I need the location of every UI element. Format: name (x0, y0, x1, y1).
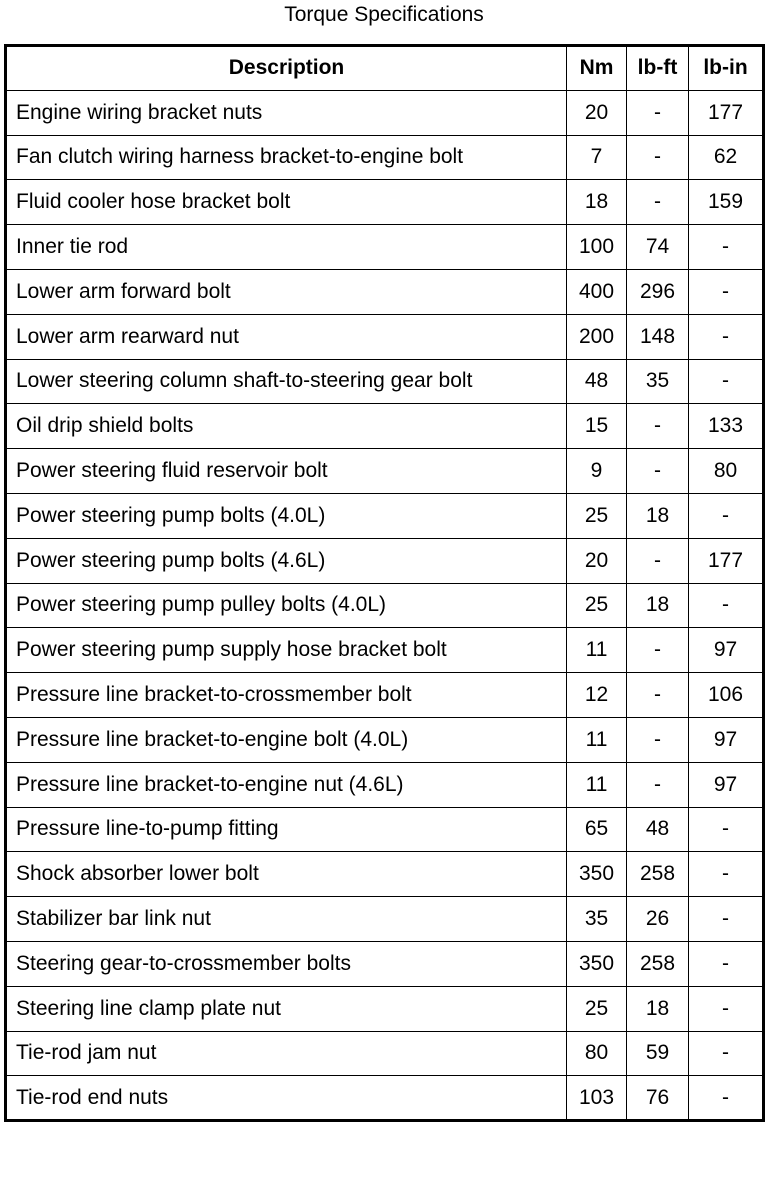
cell-nm: 100 (567, 225, 627, 270)
cell-lbft: 59 (627, 1031, 689, 1076)
cell-description: Stabilizer bar link nut (6, 897, 567, 942)
cell-description: Lower steering column shaft-to-steering gear bolt (6, 359, 567, 404)
cell-lbin: 106 (689, 673, 764, 718)
cell-lbft: - (627, 90, 689, 135)
header-nm: Nm (567, 46, 627, 91)
table-row (6, 90, 764, 135)
cell-nm: 400 (567, 269, 627, 314)
table-row (6, 1076, 764, 1121)
table-header-row (6, 46, 764, 91)
cell-description: Fluid cooler hose bracket bolt (6, 180, 567, 225)
cell-lbft: 35 (627, 359, 689, 404)
cell-lbft: - (627, 762, 689, 807)
cell-nm: 11 (567, 762, 627, 807)
cell-lbft: 74 (627, 225, 689, 270)
cell-nm: 12 (567, 673, 627, 718)
cell-nm: 18 (567, 180, 627, 225)
cell-description: Lower arm rearward nut (6, 314, 567, 359)
cell-lbin: 62 (689, 135, 764, 180)
cell-lbft: - (627, 538, 689, 583)
cell-nm: 200 (567, 314, 627, 359)
cell-lbin: - (689, 897, 764, 942)
cell-description: Engine wiring bracket nuts (6, 90, 567, 135)
table-row (6, 852, 764, 897)
table-row (6, 941, 764, 986)
table-row (6, 762, 764, 807)
table-row (6, 135, 764, 180)
table-row (6, 807, 764, 852)
table-row (6, 986, 764, 1031)
cell-nm: 11 (567, 628, 627, 673)
cell-description: Tie-rod end nuts (6, 1076, 567, 1121)
table-row (6, 538, 764, 583)
cell-lbft: 26 (627, 897, 689, 942)
cell-lbin: - (689, 1031, 764, 1076)
cell-lbin: - (689, 359, 764, 404)
cell-lbft: 48 (627, 807, 689, 852)
cell-nm: 35 (567, 897, 627, 942)
cell-description: Oil drip shield bolts (6, 404, 567, 449)
header-lbin: lb-in (689, 46, 764, 91)
cell-lbft: - (627, 449, 689, 494)
cell-lbin: - (689, 807, 764, 852)
cell-nm: 7 (567, 135, 627, 180)
cell-lbft: - (627, 673, 689, 718)
cell-nm: 80 (567, 1031, 627, 1076)
cell-lbin: 133 (689, 404, 764, 449)
cell-lbft: 18 (627, 986, 689, 1031)
cell-lbin: - (689, 986, 764, 1031)
cell-description: Power steering pump bolts (4.0L) (6, 493, 567, 538)
torque-spec-table (4, 44, 765, 1122)
cell-lbft: 296 (627, 269, 689, 314)
cell-description: Power steering pump pulley bolts (4.0L) (6, 583, 567, 628)
cell-lbin: - (689, 269, 764, 314)
cell-lbft: - (627, 180, 689, 225)
header-description: Description (6, 46, 567, 91)
cell-lbin: - (689, 314, 764, 359)
cell-lbin: - (689, 941, 764, 986)
cell-nm: 20 (567, 90, 627, 135)
cell-description: Shock absorber lower bolt (6, 852, 567, 897)
cell-nm: 103 (567, 1076, 627, 1121)
cell-description: Tie-rod jam nut (6, 1031, 567, 1076)
table-row (6, 225, 764, 270)
cell-nm: 11 (567, 717, 627, 762)
table-row (6, 314, 764, 359)
page-title: Torque Specifications (284, 3, 484, 26)
cell-lbft: - (627, 717, 689, 762)
cell-nm: 25 (567, 583, 627, 628)
table-row (6, 269, 764, 314)
cell-description: Pressure line bracket-to-crossmember bolt (6, 673, 567, 718)
table-row (6, 493, 764, 538)
cell-nm: 65 (567, 807, 627, 852)
cell-lbin: - (689, 1076, 764, 1121)
table-row (6, 1031, 764, 1076)
cell-nm: 25 (567, 986, 627, 1031)
cell-nm: 15 (567, 404, 627, 449)
cell-lbft: 258 (627, 852, 689, 897)
cell-nm: 350 (567, 941, 627, 986)
cell-description: Pressure line bracket-to-engine nut (4.6L) (6, 762, 567, 807)
cell-lbin: 97 (689, 628, 764, 673)
table-row (6, 359, 764, 404)
cell-description: Lower arm forward bolt (6, 269, 567, 314)
cell-description: Power steering fluid reservoir bolt (6, 449, 567, 494)
cell-lbin: - (689, 583, 764, 628)
table-row (6, 404, 764, 449)
table-row (6, 449, 764, 494)
header-lbft: lb-ft (627, 46, 689, 91)
cell-description: Inner tie rod (6, 225, 567, 270)
cell-lbft: - (627, 404, 689, 449)
cell-lbft: - (627, 628, 689, 673)
cell-description: Power steering pump bolts (4.6L) (6, 538, 567, 583)
cell-lbin: 159 (689, 180, 764, 225)
cell-lbft: 18 (627, 493, 689, 538)
table-row (6, 673, 764, 718)
table-row (6, 717, 764, 762)
cell-lbft: 18 (627, 583, 689, 628)
cell-nm: 20 (567, 538, 627, 583)
cell-lbin: 80 (689, 449, 764, 494)
cell-lbin: 97 (689, 762, 764, 807)
cell-lbin: - (689, 852, 764, 897)
cell-lbin: 177 (689, 90, 764, 135)
cell-lbin: 97 (689, 717, 764, 762)
cell-lbft: - (627, 135, 689, 180)
cell-lbin: - (689, 493, 764, 538)
cell-lbin: 177 (689, 538, 764, 583)
cell-description: Pressure line bracket-to-engine bolt (4.0L) (6, 717, 567, 762)
cell-nm: 48 (567, 359, 627, 404)
table-body (6, 90, 764, 1120)
cell-description: Steering gear-to-crossmember bolts (6, 941, 567, 986)
table-row (6, 628, 764, 673)
table-row (6, 180, 764, 225)
cell-description: Steering line clamp plate nut (6, 986, 567, 1031)
cell-description: Power steering pump supply hose bracket bolt (6, 628, 567, 673)
table-row (6, 897, 764, 942)
table-row (6, 583, 764, 628)
cell-lbft: 148 (627, 314, 689, 359)
cell-lbin: - (689, 225, 764, 270)
cell-nm: 9 (567, 449, 627, 494)
cell-lbft: 76 (627, 1076, 689, 1121)
cell-description: Pressure line-to-pump fitting (6, 807, 567, 852)
cell-description: Fan clutch wiring harness bracket-to-engine bolt (6, 135, 567, 180)
cell-lbft: 258 (627, 941, 689, 986)
cell-nm: 350 (567, 852, 627, 897)
cell-nm: 25 (567, 493, 627, 538)
